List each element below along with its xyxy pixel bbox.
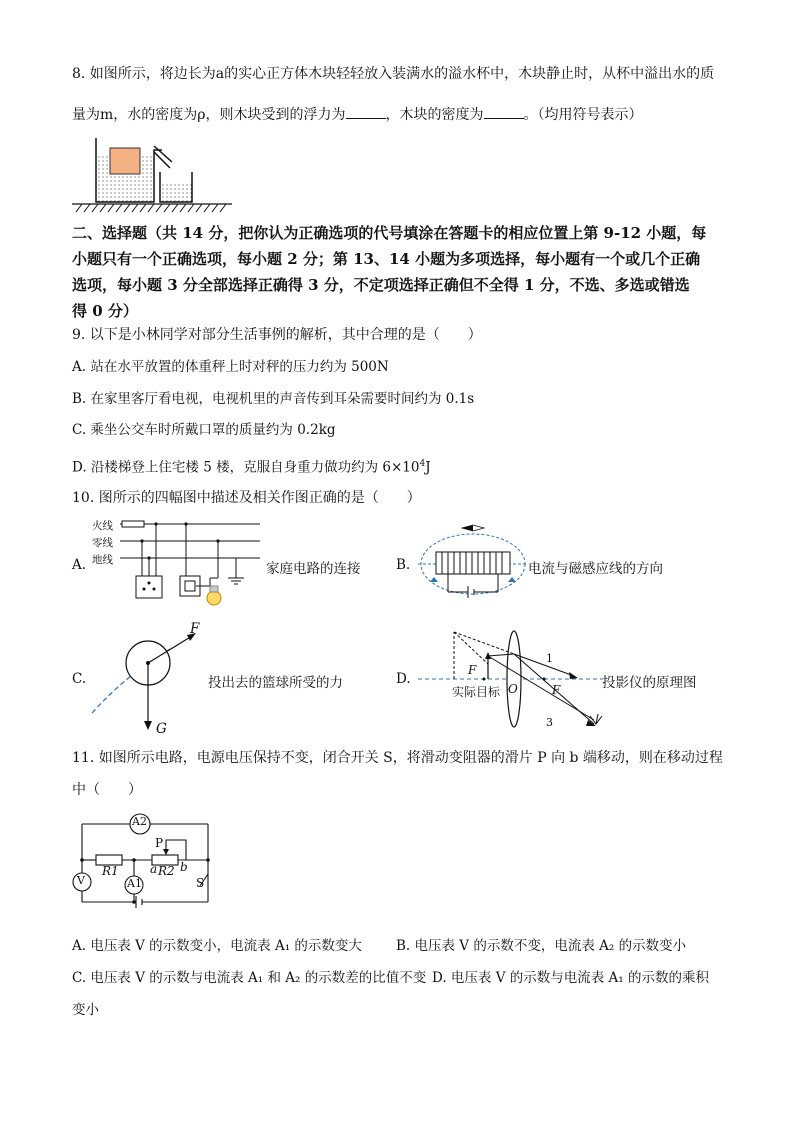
section2-line1: 二、选择题（共 14 分，把你认为正确选项的代号填涂在答题卡的相应位置上第 9-12 小题，每 [72,224,707,242]
q9-option-d[interactable] [72,454,431,478]
q10-option-c-caption: 投出去的篮球所受的力 [208,675,343,691]
q10-option-c-letter[interactable]: C. [72,671,87,687]
focal-label-left: F [468,663,477,677]
q8-blank-density[interactable] [484,104,524,119]
q8-overflow-cup-figure [70,132,240,216]
q8-line2 [72,104,643,125]
q9-option-b[interactable]: B. 在家里客厅看电视，电视机里的声音传到耳朵需要时间约为 0.1s [72,391,475,407]
q10-option-a-letter[interactable]: A. [72,557,87,573]
q8-line1: 8. 如图所示，将边长为a的实心正方体木块轻轻放入装满水的溢水杯中，木块静止时，从杯中溢出水的质 [72,66,715,82]
q9-option-a[interactable]: A. 站在水平放置的体重秤上时对秤的压力约为 500N [72,359,389,375]
q8-line2-b: ，木块的密度为 [385,107,484,123]
terminal-b-label: b [180,860,188,874]
q10-stem: 10. 图所示的四幅图中描述及相关作图正确的是（ ） [72,490,421,506]
q11-option-d-line1[interactable]: D. 电压表 V 的示数与电流表 A₁ 的示数的乘积 [432,970,709,986]
force-label-g: G [156,721,167,737]
q11-option-a[interactable]: A. 电压表 V 的示数变小，电流表 A₁ 的示数变大 [72,938,362,954]
resistor-r2-label: R2 [158,864,175,878]
section2-line4: 得 0 分） [72,302,138,320]
q11-option-b[interactable]: B. 电压表 V 的示数不变，电流表 A₂ 的示数变小 [396,938,687,954]
q9-option-d-exponent: 4 [419,459,426,469]
q8-line2-a: 量为m，水的密度为ρ，则木块受到的浮力为 [72,107,346,123]
q10-option-d-caption: 投影仪的原理图 [602,675,697,691]
solenoid-field-diagram [418,522,528,612]
q10-option-d-letter[interactable]: D. [396,671,411,687]
q11-line1: 11. 如图所示电路，电源电压保持不变，闭合开关 S，将滑动变阻器的滑片 P 向 b 端移动，则在移动过程 [72,750,723,766]
wire-label-live: 火线 [92,520,113,532]
resistor-r1-label: R1 [102,864,119,878]
q9-option-c[interactable]: C. 乘坐公交车时所戴口罩的质量约为 0.2kg [72,422,336,438]
q9-option-d-text: D. 沿楼梯登上住宅楼 5 楼，克服自身重力做功约为 6×10 [72,459,420,476]
wire-label-neutral: 零线 [92,537,113,549]
optical-center-label: O [508,682,518,696]
q11-option-c[interactable]: C. 电压表 V 的示数与电流表 A₁ 和 A₂ 的示数差的比值不变 [72,970,427,986]
ammeter-a1-label: A1 [127,877,142,890]
ammeter-a2-label: A2 [132,815,147,828]
q8-blank-buoyancy[interactable] [346,104,386,119]
force-label-f: F [190,621,200,637]
focal-label-right: F [552,683,561,697]
q9-stem: 9. 以下是小林同学对部分生活事例的解析，其中合理的是（ ） [72,327,482,343]
section2-line2: 小题只有一个正确选项，每小题 2 分；第 13、14 小题为多项选择，每小题有一个或几个正确 [72,250,701,268]
projector-ray-diagram [418,624,608,734]
q9-option-d-unit: J [425,459,431,476]
q8-line2-c: 。（均用符号表示） [523,107,643,123]
q11-line2: 中（ ） [72,782,142,798]
slider-p-label: P [155,836,164,850]
wire-label-ground: 地线 [92,554,113,566]
object-label: 实际目标 [452,685,501,699]
switch-s-label: S [196,876,205,890]
voltmeter-label: V [77,874,85,887]
q11-circuit-diagram [74,812,224,916]
ray-label-3: 3 [546,716,553,729]
household-circuit-diagram [118,516,268,608]
section2-line3: 选项，每小题 3 分全部选择正确得 3 分，不定项选择正确但不全得 1 分，不选、多选或错选 [72,276,690,294]
ray-label-1: 1 [546,652,553,665]
q10-option-a-caption: 家庭电路的连接 [266,561,361,577]
q10-option-b-letter[interactable]: B. [396,557,411,573]
terminal-a-label: a [150,862,158,876]
q11-option-d-line2: 变小 [72,1002,99,1018]
q10-option-b-caption: 电流与磁感应线的方向 [528,561,663,577]
